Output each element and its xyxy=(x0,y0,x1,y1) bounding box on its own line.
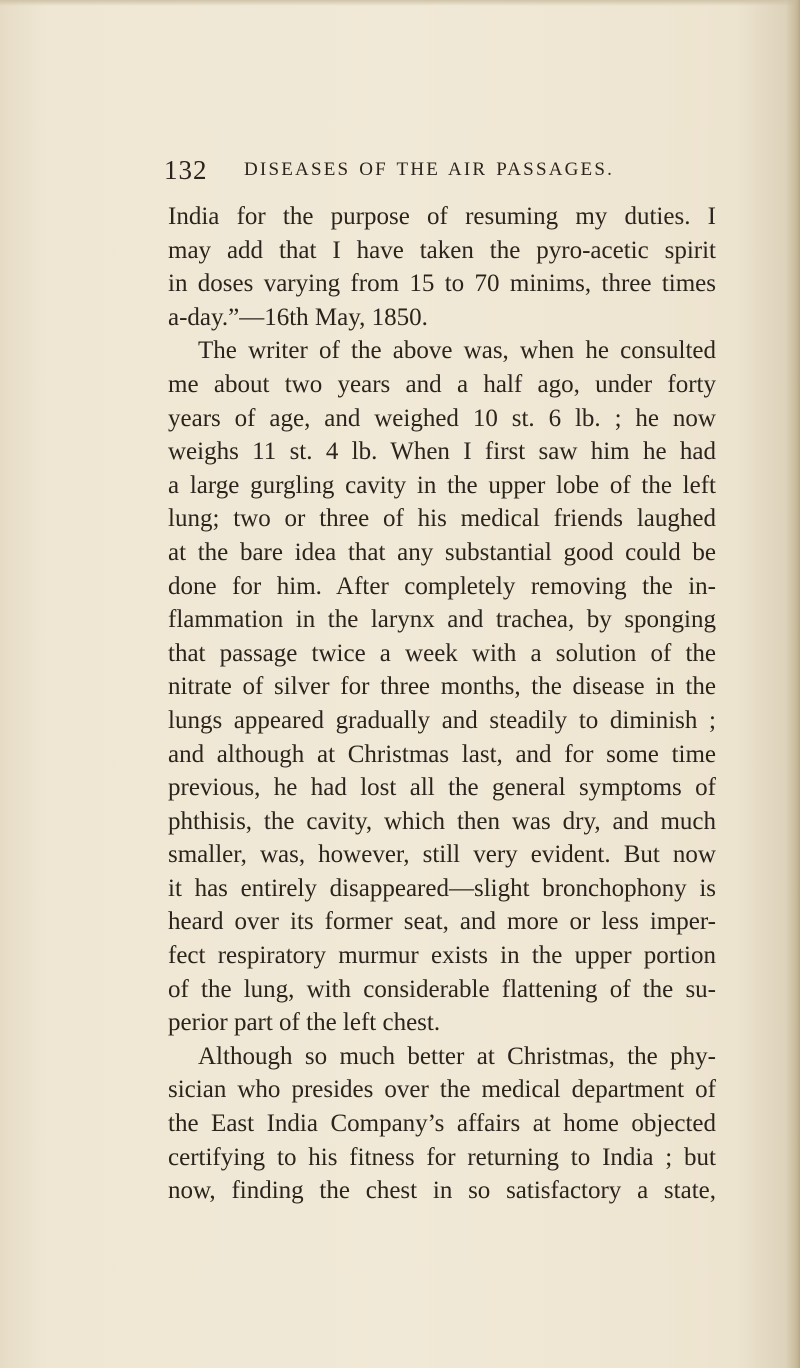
text-line: perior part of the left chest. xyxy=(168,1009,441,1037)
text-line: done for him. After completely removing the in- xyxy=(168,572,716,600)
text-line: may add that I have taken the pyro-acetic spirit xyxy=(168,236,716,264)
text-line: lungs appeared gradually and steadily to diminish ; xyxy=(168,706,716,734)
text-line: India for the purpose of resuming my duties. I xyxy=(168,203,716,230)
text-line: flammation in the larynx and trachea, by sponging xyxy=(168,606,716,634)
text-line: years of age, and weighed 10 st. 6 lb. ; he now xyxy=(168,404,716,432)
body-text xyxy=(168,200,716,1208)
text-line: Although so much better at Christmas, the phy- xyxy=(198,1042,716,1070)
text-line: the East India Company’s affairs at home objected xyxy=(168,1110,716,1138)
page-right-edge xyxy=(786,0,800,1368)
text-line: a large gurgling cavity in the upper lobe of the left xyxy=(168,471,716,499)
page-number: 132 xyxy=(164,155,208,185)
text-line: now, finding the chest in so satisfactory a state, xyxy=(168,1177,716,1205)
paragraph-certification xyxy=(168,1040,716,1208)
running-head xyxy=(164,150,704,190)
text-line: smaller, was, however, still very evident. But now xyxy=(168,841,716,869)
text-line: at the bare idea that any substantial good could be xyxy=(168,538,716,566)
text-line: The writer of the above was, when he consulted xyxy=(198,337,716,365)
text-line: sician who presides over the medical department of xyxy=(168,1076,716,1104)
text-line: it has entirely disappeared—slight bronchophony is xyxy=(168,874,716,902)
text-line: that passage twice a week with a solution of the xyxy=(168,639,716,667)
paragraph-case-description xyxy=(168,334,716,1039)
text-line: weighs 11 st. 4 lb. When I first saw him he had xyxy=(168,438,716,466)
text-line: a-day.”—16th May, 1850. xyxy=(168,303,428,331)
page-top-edge xyxy=(0,0,800,6)
text-line: me about two years and a half ago, under forty xyxy=(168,370,716,398)
text-line: certifying to his fitness for returning to India ; but xyxy=(168,1143,716,1171)
paragraph-letter-closing xyxy=(168,200,716,334)
text-line: in doses varying from 15 to 70 minims, three times xyxy=(168,270,716,298)
text-line: and although at Christmas last, and for some time xyxy=(168,740,716,768)
text-line: nitrate of silver for three months, the disease in the xyxy=(168,673,716,701)
running-title: DISEASES OF THE AIR PASSAGES. xyxy=(244,159,615,180)
text-line: previous, he had lost all the general symptoms of xyxy=(168,774,716,802)
text-line: of the lung, with considerable flattening of the su- xyxy=(168,975,716,1003)
text-line: fect respiratory murmur exists in the upper portion xyxy=(168,942,716,970)
text-line: heard over its former seat, and more or less imper- xyxy=(168,908,716,936)
text-line: phthisis, the cavity, which then was dry, and much xyxy=(168,807,716,835)
text-line: lung; two or three of his medical friends laughed xyxy=(168,505,716,533)
